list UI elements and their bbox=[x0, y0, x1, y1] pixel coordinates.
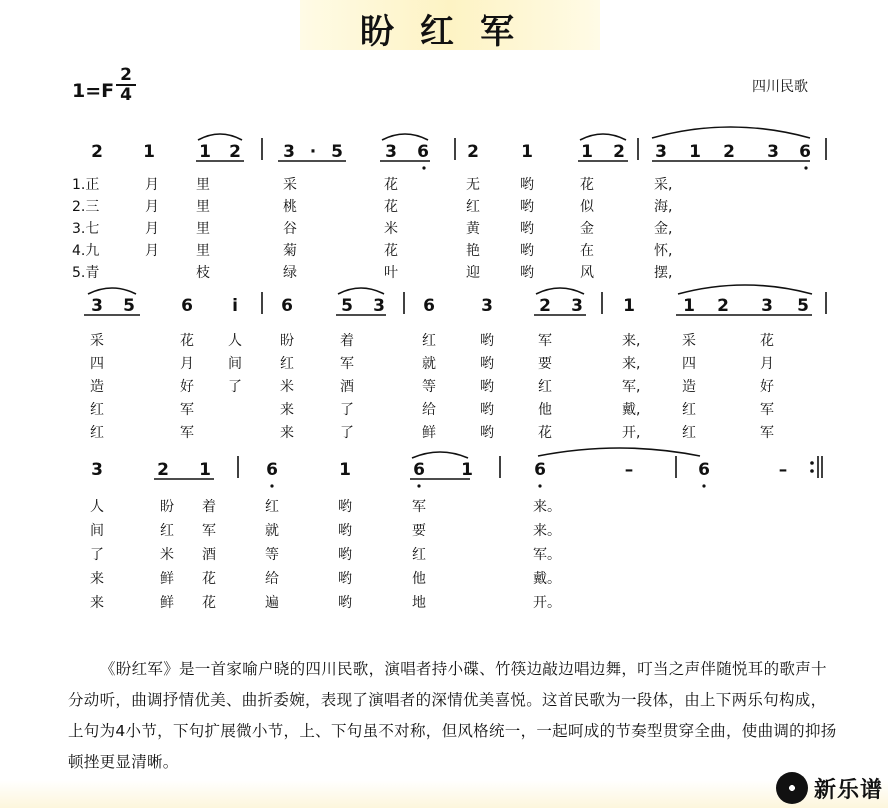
lyric: 哟 bbox=[338, 499, 352, 515]
lyric: 花 bbox=[580, 177, 594, 193]
lyric: 开, bbox=[622, 425, 641, 441]
note-extension: – bbox=[778, 460, 788, 480]
lyric: 4.九 bbox=[72, 243, 100, 259]
lyric: 哟 bbox=[520, 243, 534, 259]
lyric: 里 bbox=[196, 243, 210, 259]
lyric: 就 bbox=[422, 356, 436, 372]
lyric: 金 bbox=[580, 221, 594, 237]
note: 2 bbox=[613, 142, 625, 162]
lyric: 他 bbox=[412, 571, 426, 587]
lyric: 月 bbox=[145, 221, 159, 237]
lyric: 采, bbox=[654, 177, 673, 193]
lyric: 来 bbox=[90, 595, 104, 611]
lyric: 哟 bbox=[480, 402, 494, 418]
lyric: 好 bbox=[760, 379, 774, 395]
lyric: 月 bbox=[180, 356, 194, 372]
lyric: 鲜 bbox=[160, 595, 174, 611]
lyric: 花 bbox=[180, 333, 194, 349]
lyric: 来。 bbox=[533, 499, 561, 515]
lyric: 鲜 bbox=[160, 571, 174, 587]
site-logo[interactable] bbox=[776, 770, 883, 806]
lyric: 军 bbox=[760, 425, 774, 441]
lyric: 来 bbox=[90, 571, 104, 587]
lyric: 似 bbox=[580, 199, 594, 215]
note: 6 bbox=[181, 296, 193, 316]
lyric: 花 bbox=[202, 571, 216, 587]
note: 2 bbox=[229, 142, 241, 162]
note: 3 bbox=[283, 142, 295, 162]
lyric: 戴, bbox=[622, 402, 641, 418]
lyric: 军 bbox=[180, 402, 194, 418]
lyric: 在 bbox=[580, 243, 594, 259]
lyric: 花 bbox=[538, 425, 552, 441]
lyric: 绿 bbox=[283, 265, 297, 281]
note: 1 bbox=[623, 296, 635, 316]
lyric: 金, bbox=[654, 221, 673, 237]
lyric: 要 bbox=[412, 523, 426, 539]
lyric: 采 bbox=[682, 333, 696, 349]
lyric: 里 bbox=[196, 177, 210, 193]
lyric: 等 bbox=[265, 547, 279, 563]
note: 1 bbox=[199, 460, 211, 480]
lyric: 了 bbox=[340, 425, 354, 441]
lyric: 红 bbox=[412, 547, 426, 563]
note: 3 bbox=[571, 296, 583, 316]
lyric: 红 bbox=[265, 499, 279, 515]
music-disc-icon bbox=[776, 772, 808, 804]
note: 3 bbox=[481, 296, 493, 316]
lyric: 来 bbox=[280, 425, 294, 441]
note: 2 bbox=[467, 142, 479, 162]
note: 3 bbox=[91, 460, 103, 480]
lyric: 军 bbox=[538, 333, 552, 349]
note: 1 bbox=[199, 142, 211, 162]
lyric: 军。 bbox=[533, 547, 561, 563]
lyric: 来, bbox=[622, 356, 641, 372]
lyric: 军 bbox=[412, 499, 426, 515]
lyric: 要 bbox=[538, 356, 552, 372]
lyric: 月 bbox=[145, 177, 159, 193]
lyric: 红 bbox=[160, 523, 174, 539]
lyric: 军 bbox=[202, 523, 216, 539]
note: 1 bbox=[143, 142, 155, 162]
lyric: 军 bbox=[180, 425, 194, 441]
note: 6 bbox=[423, 296, 435, 316]
note: 5 bbox=[341, 296, 353, 316]
lyric: 哟 bbox=[520, 265, 534, 281]
lyric: 谷 bbox=[283, 221, 297, 237]
lyric: 红 bbox=[90, 425, 104, 441]
note: 3 bbox=[385, 142, 397, 162]
lyric: 开。 bbox=[533, 595, 561, 611]
note: 6 bbox=[281, 296, 293, 316]
lyric: 人 bbox=[228, 333, 242, 349]
lyric: 花 bbox=[760, 333, 774, 349]
note: 6 bbox=[417, 142, 429, 162]
lyric: 黄 bbox=[466, 221, 480, 237]
song-genre: 四川民歌 bbox=[752, 79, 808, 95]
note: 6 bbox=[534, 460, 546, 480]
lyric: 间 bbox=[228, 356, 242, 372]
lyric: 怀, bbox=[654, 243, 673, 259]
lyric: 3.七 bbox=[72, 221, 100, 237]
lyric: 四 bbox=[682, 356, 696, 372]
note: 1 bbox=[461, 460, 473, 480]
lyric: 哟 bbox=[520, 199, 534, 215]
note: 1 bbox=[339, 460, 351, 480]
description-text: 《盼红军》是一首家喻户晓的四川民歌，演唱者持小碟、竹筷边敲边唱边舞，叮当之声伴随悦耳的歌声十分动听，曲调抒情优美、曲折委婉，表现了演唱者的深情优美喜悦。这首民歌为一段体，由上下两乐句构成，上句为4小节，下句扩展微小节，上、下句虽不对称，但风格统一，一起呵成的节奏型贯穿全曲，使曲调的抑扬顿挫更显清晰。 bbox=[68, 660, 837, 771]
lyric: 造 bbox=[682, 379, 696, 395]
lyric: 米 bbox=[384, 221, 398, 237]
lyric: 酒 bbox=[340, 379, 354, 395]
lyric: 哟 bbox=[520, 177, 534, 193]
song-title: 盼红军 bbox=[360, 12, 540, 52]
note: 5 bbox=[123, 296, 135, 316]
lyric: 红 bbox=[90, 402, 104, 418]
lyric: 无 bbox=[466, 177, 480, 193]
note-extension: – bbox=[624, 460, 634, 480]
lyric: 间 bbox=[90, 523, 104, 539]
lyric: 来。 bbox=[533, 523, 561, 539]
lyric: 月 bbox=[760, 356, 774, 372]
note-dot: · bbox=[309, 142, 317, 162]
lyric: 哟 bbox=[338, 523, 352, 539]
note: 2 bbox=[717, 296, 729, 316]
lyric: 红 bbox=[682, 425, 696, 441]
time-signature-bottom: 4 bbox=[120, 85, 132, 105]
lyric: 等 bbox=[422, 379, 436, 395]
lyric: 红 bbox=[682, 402, 696, 418]
lyric: 人 bbox=[90, 499, 104, 515]
lyric: 着 bbox=[340, 333, 354, 349]
lyric: 花 bbox=[384, 177, 398, 193]
lyric: 里 bbox=[196, 199, 210, 215]
lyric: 1.正 bbox=[72, 177, 100, 193]
lyric: 摆, bbox=[654, 265, 673, 281]
note: 2 bbox=[723, 142, 735, 162]
lyric: 迎 bbox=[466, 265, 480, 281]
lyric: 哟 bbox=[480, 379, 494, 395]
lyric: 哟 bbox=[338, 571, 352, 587]
note: 5 bbox=[797, 296, 809, 316]
note: 3 bbox=[373, 296, 385, 316]
lyric: 哟 bbox=[480, 425, 494, 441]
lyric: 造 bbox=[90, 379, 104, 395]
time-signature-top: 2 bbox=[120, 65, 132, 85]
note: 3 bbox=[655, 142, 667, 162]
note: 2 bbox=[539, 296, 551, 316]
lyric: 就 bbox=[265, 523, 279, 539]
note: 6 bbox=[413, 460, 425, 480]
lyric: 给 bbox=[265, 571, 279, 587]
footer-background bbox=[0, 780, 888, 808]
lyric: 盼 bbox=[160, 499, 174, 515]
note: 3 bbox=[761, 296, 773, 316]
lyric: 红 bbox=[538, 379, 552, 395]
note: 3 bbox=[91, 296, 103, 316]
lyric: 了 bbox=[228, 379, 242, 395]
lyric: 来, bbox=[622, 333, 641, 349]
lyric: 军 bbox=[760, 402, 774, 418]
lyric: 桃 bbox=[283, 199, 297, 215]
lyric: 哟 bbox=[338, 547, 352, 563]
lyric: 红 bbox=[422, 333, 436, 349]
lyric: 风 bbox=[580, 265, 594, 281]
lyric: 花 bbox=[384, 243, 398, 259]
logo-text: 新乐谱 bbox=[814, 777, 884, 803]
song-description bbox=[68, 654, 838, 778]
note: 3 bbox=[767, 142, 779, 162]
note: 1 bbox=[581, 142, 593, 162]
note: 2 bbox=[91, 142, 103, 162]
lyric: 来 bbox=[280, 402, 294, 418]
lyric: 花 bbox=[202, 595, 216, 611]
note: 5 bbox=[331, 142, 343, 162]
note: 6 bbox=[698, 460, 710, 480]
lyric: 海, bbox=[654, 199, 673, 215]
lyric: 戴。 bbox=[533, 571, 561, 587]
lyric: 着 bbox=[202, 499, 216, 515]
lyric: 哟 bbox=[520, 221, 534, 237]
lyric: 米 bbox=[160, 547, 174, 563]
lyric: 酒 bbox=[202, 547, 216, 563]
lyric: 红 bbox=[280, 356, 294, 372]
lyric: 叶 bbox=[384, 265, 398, 281]
lyric: 遍 bbox=[265, 595, 279, 611]
lyric: 花 bbox=[384, 199, 398, 215]
lyric: 了 bbox=[340, 402, 354, 418]
note: 6 bbox=[266, 460, 278, 480]
lyric: 好 bbox=[180, 379, 194, 395]
lyric: 鲜 bbox=[422, 425, 436, 441]
note-high: i bbox=[232, 296, 238, 316]
lyric: 菊 bbox=[283, 243, 297, 259]
lyric: 米 bbox=[280, 379, 294, 395]
note: 1 bbox=[683, 296, 695, 316]
note: 2 bbox=[157, 460, 169, 480]
note: 1 bbox=[689, 142, 701, 162]
lyric: 5.青 bbox=[72, 265, 100, 281]
note: 1 bbox=[521, 142, 533, 162]
lyric: 采 bbox=[90, 333, 104, 349]
note: 6 bbox=[799, 142, 811, 162]
lyric: 采 bbox=[283, 177, 297, 193]
lyric: 枝 bbox=[196, 265, 210, 281]
lyric: 艳 bbox=[466, 243, 480, 259]
lyric: 哟 bbox=[338, 595, 352, 611]
key-signature: 1=F bbox=[72, 80, 115, 102]
lyric: 四 bbox=[90, 356, 104, 372]
lyric: 哟 bbox=[480, 356, 494, 372]
lyric: 月 bbox=[145, 243, 159, 259]
lyric: 给 bbox=[422, 402, 436, 418]
lyric: 哟 bbox=[480, 333, 494, 349]
lyric: 2.三 bbox=[72, 199, 100, 215]
lyric: 军 bbox=[340, 356, 354, 372]
lyric: 了 bbox=[90, 547, 104, 563]
lyric: 盼 bbox=[280, 333, 294, 349]
lyric: 地 bbox=[412, 595, 426, 611]
lyric: 里 bbox=[196, 221, 210, 237]
lyric: 月 bbox=[145, 199, 159, 215]
lyric: 红 bbox=[466, 199, 480, 215]
lyric: 他 bbox=[538, 402, 552, 418]
lyric: 军, bbox=[622, 379, 641, 395]
